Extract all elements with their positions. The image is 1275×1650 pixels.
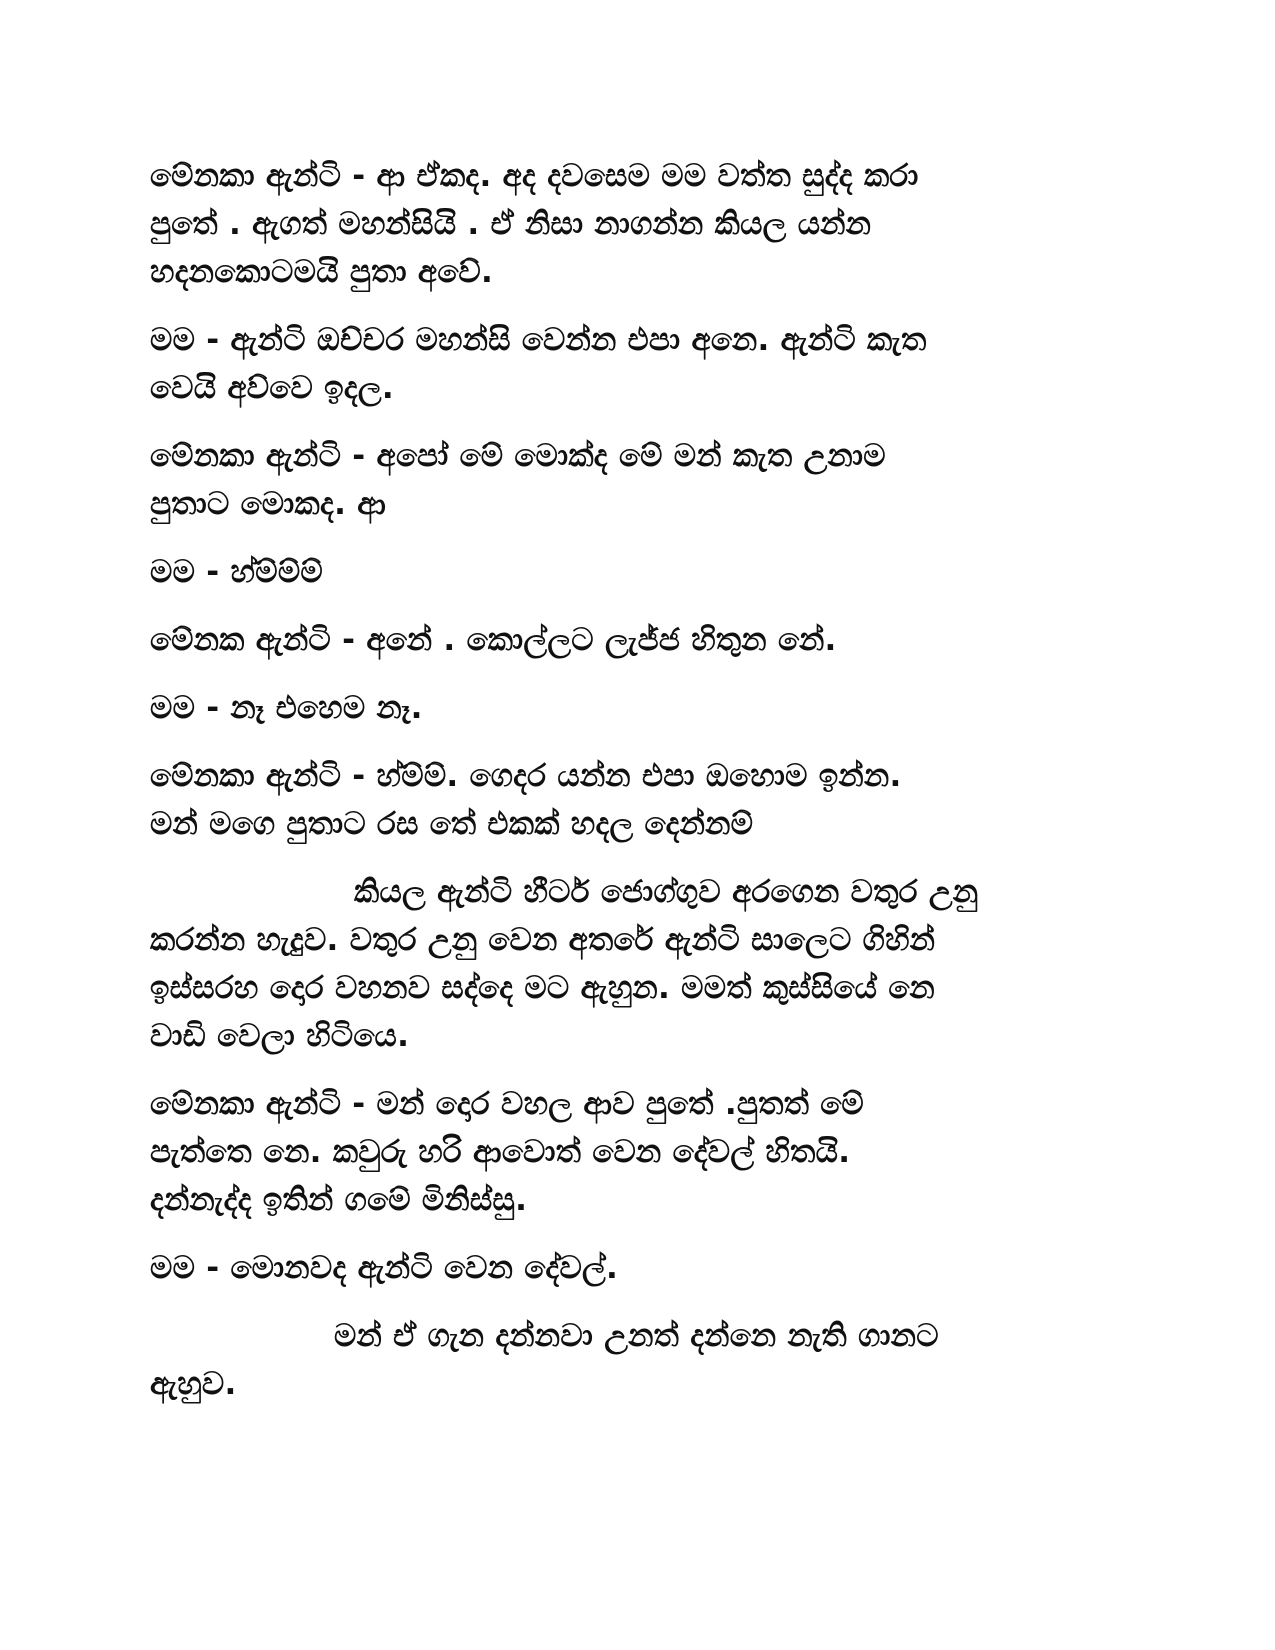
text-line: ඉස්සරහ දොර වහනව සද්දෙ මට ඇහුන. මමත් කුස්සියේ නෙ bbox=[150, 970, 935, 1006]
text-line: කියල ඇන්ටි හීටර් ජොග්ගුව අරගෙන වතුර උනු bbox=[354, 874, 979, 910]
text-line: හදනකොටමයි පුතා අවේ. bbox=[150, 254, 494, 290]
text-line: මන් මගෙ පුතාට රස තේ එකක් හදල දෙන්නම් bbox=[150, 806, 754, 842]
text-line: පුතාට මොකද. ආ bbox=[150, 486, 387, 522]
paragraph bbox=[150, 752, 1110, 848]
text-line: මේනකා ඇන්ටි - ආ ඒකද. අද දවසෙම මම වත්ත සුද්ද කරා bbox=[150, 158, 919, 194]
text-line: මේනකා ඇන්ටි - හ්ම්ම්. ගෙදර යන්න එපා ඔහොම ඉන්න. bbox=[150, 758, 902, 794]
text-line: වාඩි වෙලා හිටියෙ. bbox=[150, 1018, 410, 1054]
paragraph bbox=[150, 1312, 1110, 1408]
text-line: මම - හ්ම්ම්ම් bbox=[150, 554, 323, 590]
text-line: මම - ඇන්ටි ඔච්චර මහන්සි වෙන්න එපා අනෙ. ඇන්ටි කැත bbox=[150, 322, 927, 358]
paragraph bbox=[150, 616, 1110, 664]
text-line: ඇහුව. bbox=[150, 1366, 237, 1402]
document-body bbox=[150, 152, 1110, 1428]
paragraph bbox=[150, 1080, 1110, 1224]
text-line: මේනක ඇන්ටි - අනේ . කොල්ලට ලැජ්ජ හිතුන නේ. bbox=[150, 622, 837, 658]
text-line: මම - මොනවද ඇන්ටි වෙන දේවල්. bbox=[150, 1250, 619, 1286]
paragraph bbox=[150, 152, 1110, 296]
paragraph bbox=[150, 868, 1110, 1060]
text-line: පුතේ . ඇගත් මහන්සියි . ඒ නිසා නාගන්න කියල යන්න bbox=[150, 206, 872, 242]
text-line: මේනකා ඇන්ටි - අපෝ මේ මොක්ද මේ මන් කැත උනාම bbox=[150, 438, 886, 474]
text-line: මේනකා ඇන්ටි - මන් දොර වහල ආව පුතේ .පුතත් මේ bbox=[150, 1086, 864, 1122]
paragraph bbox=[150, 684, 1110, 732]
paragraph bbox=[150, 432, 1110, 528]
text-line: මන් ඒ ගැන දන්නවා උනත් දන්නෙ නැති ගානට bbox=[334, 1318, 939, 1354]
text-line: වෙයි අව්වෙ ඉදල. bbox=[150, 370, 394, 406]
paragraph bbox=[150, 1244, 1110, 1292]
text-line: දන්නැද්ද ඉතින් ගමේ මිනිස්සු. bbox=[150, 1182, 528, 1218]
text-line: පැත්තෙ නෙ. කවුරු හරි ආවොත් වෙන දේවල් හිතයි. bbox=[150, 1134, 851, 1170]
text-line: කරන්න හැදුව. වතුර උනු වෙන අතරේ ඇන්ටි සාලෙට ගිහින් bbox=[150, 922, 936, 958]
paragraph bbox=[150, 548, 1110, 596]
paragraph bbox=[150, 316, 1110, 412]
text-line: මම - නෑ එහෙම නෑ. bbox=[150, 690, 423, 726]
